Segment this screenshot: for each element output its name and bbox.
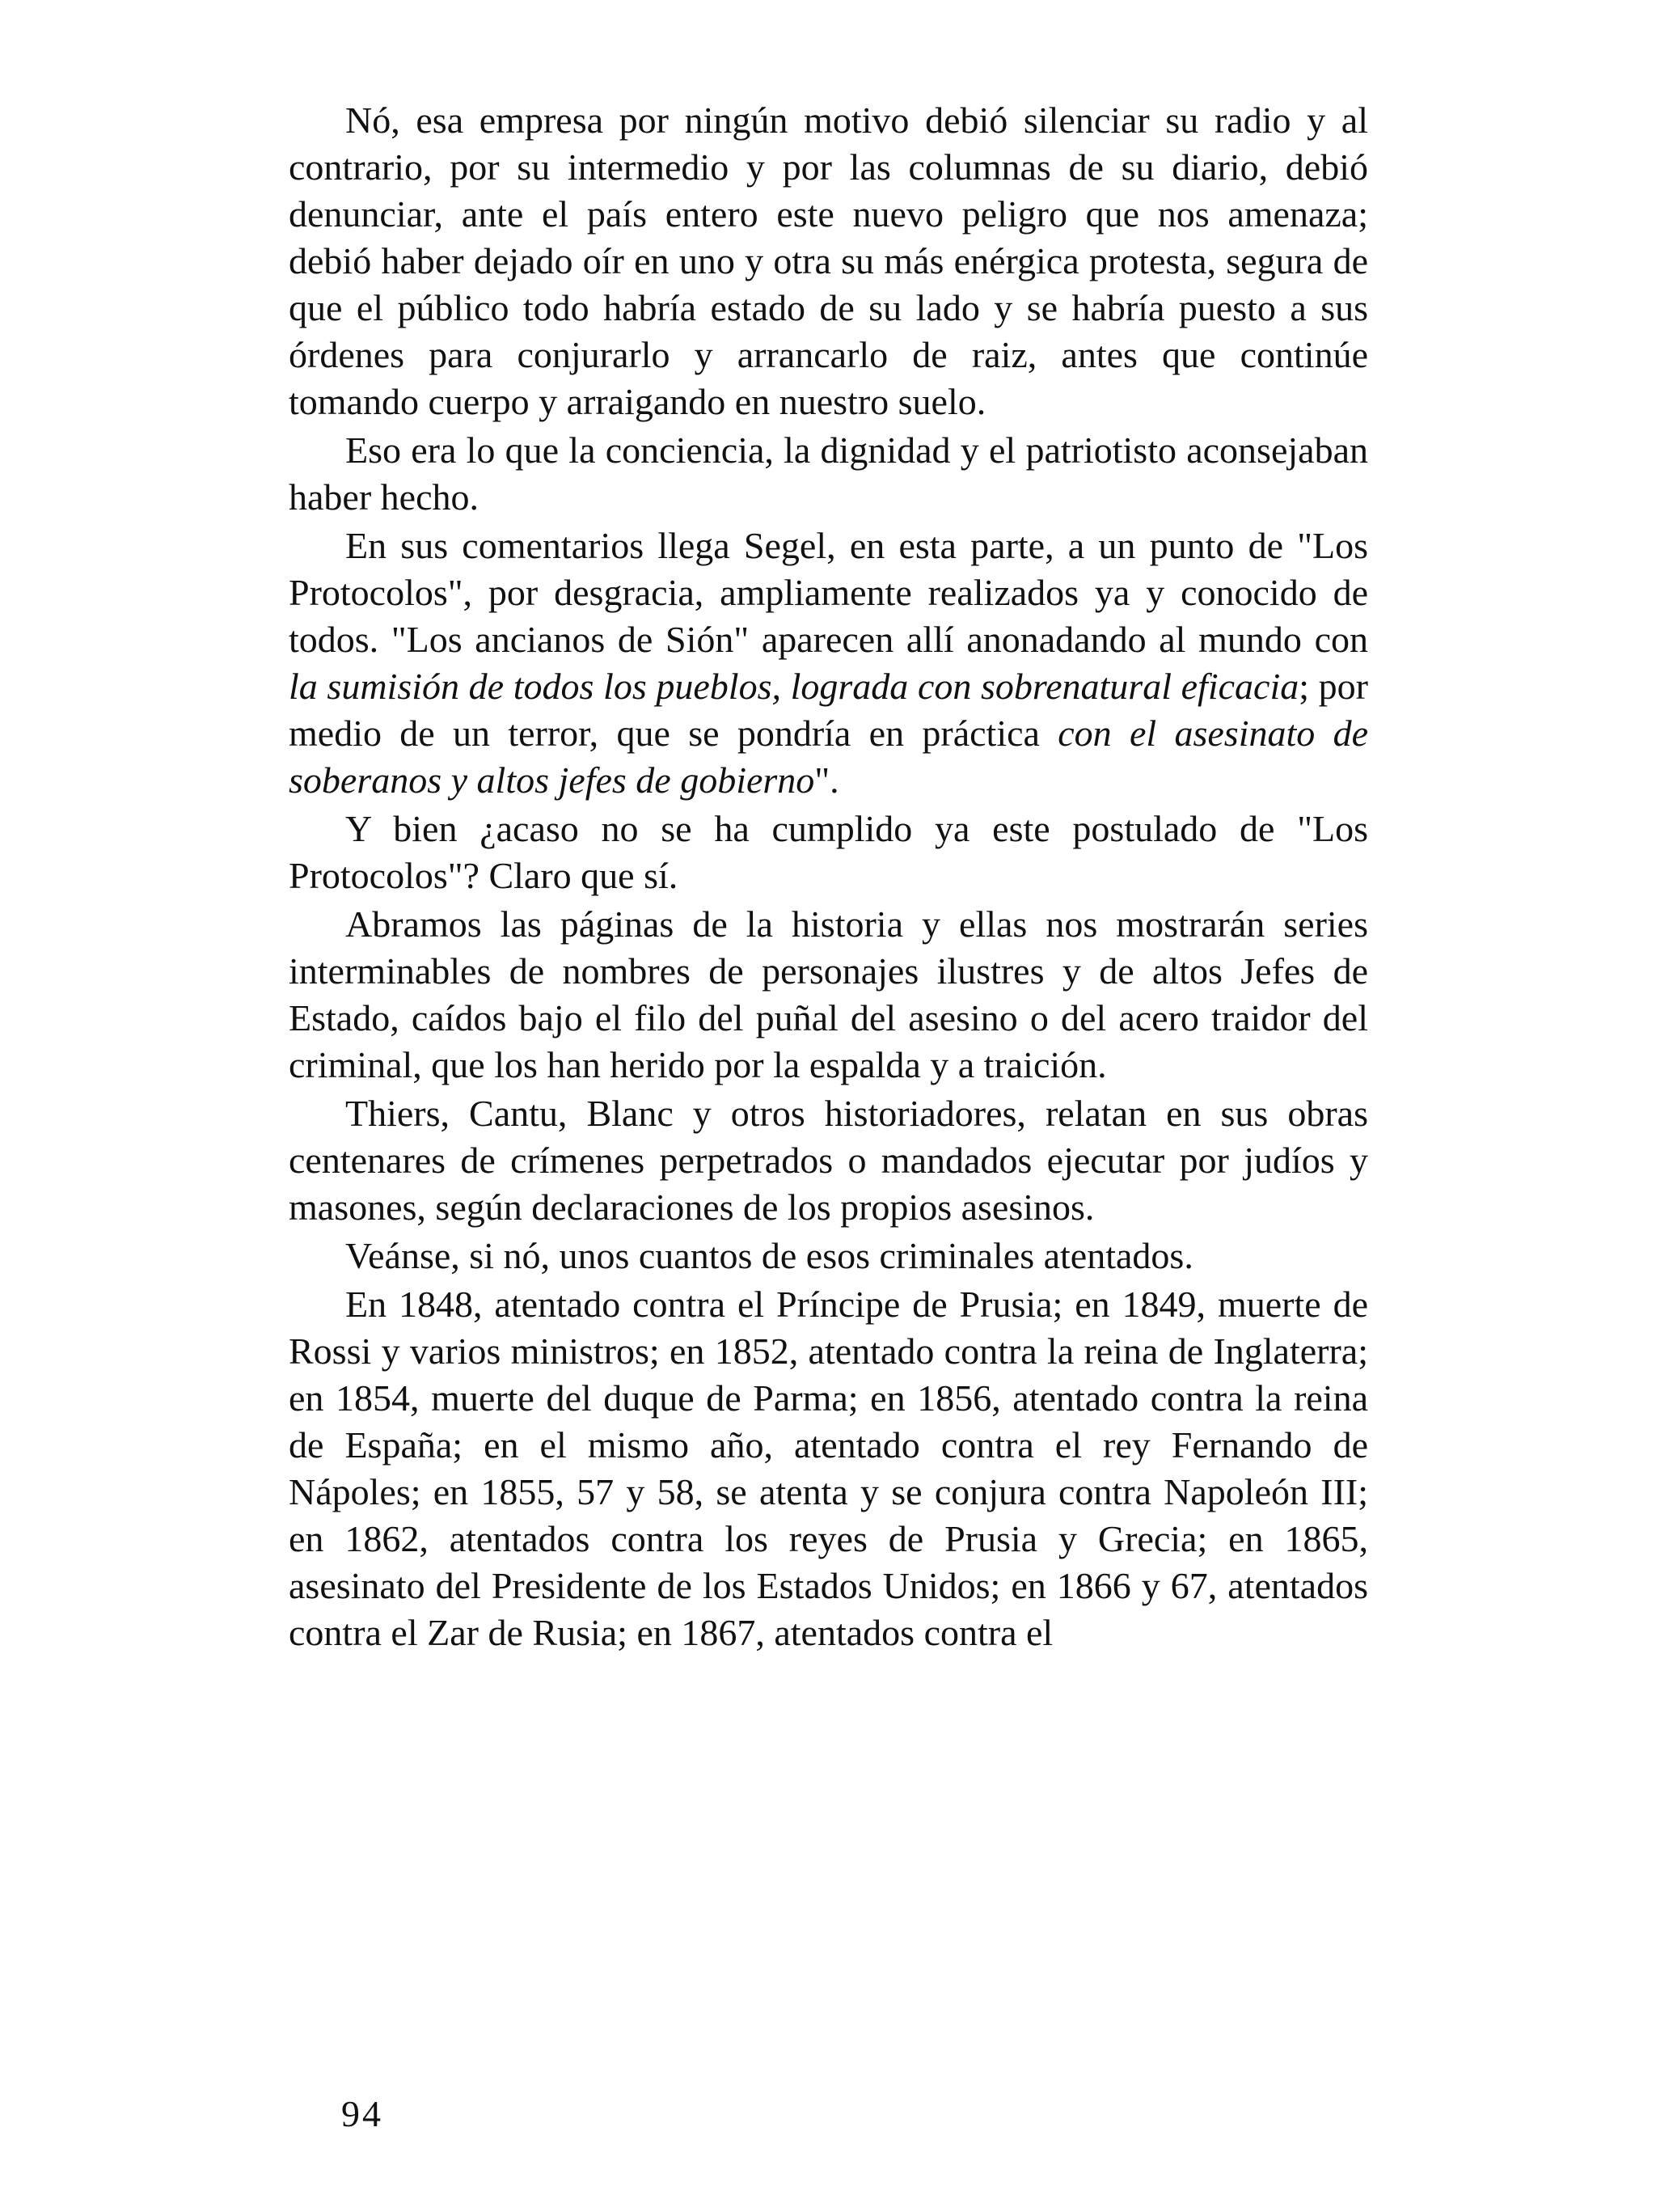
page-number: 94 [341, 2093, 383, 2134]
text-run: Abramos las páginas de la historia y ellas nos mostrarán series interminables de nombres de personajes ilustres y de altos Jefes de Estado, caídos bajo el filo del puñal del asesino o del acero traidor del criminal, que los han herido por la espalda y a traición. [289, 903, 1368, 1085]
italic-text: con el asesinato de soberanos y altos jefes de gobierno [289, 713, 1369, 801]
text-run: ; por medio de un terror, que se pondría en práctica [289, 666, 1368, 754]
text-run: Veánse, si nó, unos cuantos de esos criminales atentados. [345, 1235, 1193, 1276]
paragraph [289, 427, 1368, 521]
paragraph [289, 901, 1368, 1089]
text-run: ". [814, 759, 839, 801]
text-run: En 1848, atentado contra el Príncipe de Prusia; en 1849, muerte de Rossi y varios ministros; en 1852, atentado contra la reina de Inglaterra; en 1854, muerte del duque de Parma; en 1856, atentado contra la reina de España; en el mismo año, atentado contra el rey Fernando de Nápoles; en 1855, 57 y 58, se atenta y se conjura contra Napoleón III; en 1862, atentados contra los reyes de Prusia y Grecia; en 1865, asesinato del Presidente de los Estados Unidos; en 1866 y 67, atentados contra el Zar de Rusia; en 1867, atentados contra el [289, 1284, 1368, 1653]
italic-text: la sumisión de todos los pueblos, lograda con sobrenatural eficacia [289, 666, 1299, 707]
text-run: Nó, esa empresa por ningún motivo debió silenciar su radio y al contrario, por su intermedio y por las columnas de su diario, debió denunciar, ante el país entero este nuevo peligro que nos amenaza; debió haber dejado oír en uno y otra su más enérgica protesta, segura de que el público todo habría estado de su lado y se habría puesto a sus órdenes para conjurarlo y arrancarlo de raiz, antes que continúe tomando cuerpo y arraigando en nuestro suelo. [289, 99, 1368, 422]
paragraph [289, 1233, 1368, 1279]
paragraph [289, 97, 1368, 425]
text-run: Y bien ¿acaso no se ha cumplido ya este postulado de "Los Protocolos"? Claro que sí. [289, 808, 1368, 896]
text-run: Thiers, Cantu, Blanc y otros historiadores, relatan en sus obras centenares de crímenes perpetrados o mandados ejecutar por judíos y masones, según declaraciones de los propios asesinos. [289, 1093, 1368, 1228]
text-run: En sus comentarios llega Segel, en esta parte, a un punto de "Los Protocolos", por desgracia, ampliamente realizados ya y conocido de todos. "Los ancianos de Sión" aparecen allí anonadando al mundo con [289, 525, 1368, 660]
paragraph [289, 806, 1368, 899]
text-run: Eso era lo que la conciencia, la dignidad y el patriotisto aconsejaban haber hecho. [289, 429, 1368, 518]
paragraph [289, 1281, 1368, 1656]
paragraph [289, 522, 1368, 804]
page-body [289, 97, 1368, 1656]
paragraph [289, 1090, 1368, 1231]
